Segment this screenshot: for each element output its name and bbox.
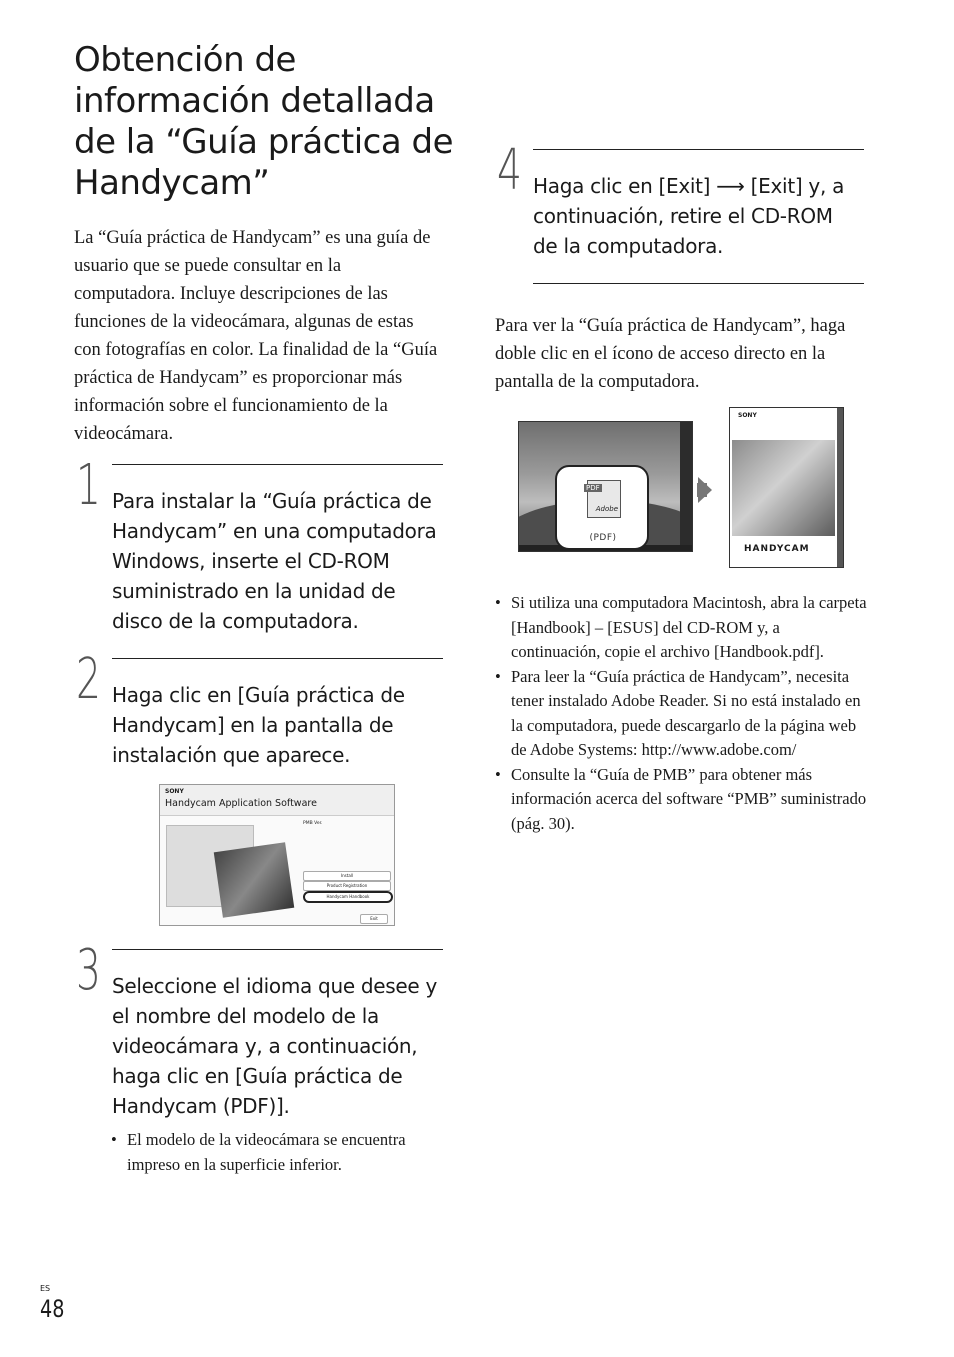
install-button[interactable]: Install xyxy=(303,871,391,881)
installer-screenshot xyxy=(159,784,395,926)
step-4-text-before: Haga clic en [Exit] xyxy=(533,174,717,198)
desktop-sidebar xyxy=(680,422,692,545)
note-item-pmb: • Consulte la “Guía de PMB” para obtener más información acerca del software “PMB” suministrado (pág. 30). xyxy=(495,763,867,837)
note-item-macintosh: • Si utiliza una computadora Macintosh, abra la carpeta [Handbook] – [ESUS] del CD-ROM y, a continuación, copie el archivo [Handbook.pdf]. xyxy=(495,591,867,665)
step-4-text xyxy=(533,171,853,261)
step-3-note: • El modelo de la videocámara se encuentra impreso en la superficie inferior. xyxy=(111,1128,443,1177)
step-1-rule xyxy=(112,464,443,465)
step-2-text: Haga clic en [Guía práctica de Handycam] en la pantalla de instalación que aparece. xyxy=(112,683,405,767)
step-2-number: 2 xyxy=(76,647,101,712)
guide-handycam-logo: HANDYCAM xyxy=(744,544,810,554)
step-3-notes xyxy=(111,1128,443,1177)
installer-photo xyxy=(214,842,294,917)
pdf-shortcut-icon[interactable] xyxy=(587,480,621,518)
intro-paragraph: La “Guía práctica de Handycam” es una guía de usuario que se puede consultar en la computadora. Incluye descripciones de las funciones de la videocámara, algunas de estas con fotografías en color. La finalidad de la “Guía práctica de Handycam” es proporcionar más información sobre el funcionamiento de la videocámara. xyxy=(74,228,438,444)
guide-sony-logo: SONY xyxy=(738,412,757,419)
page-number: 48 xyxy=(40,1295,65,1323)
step-3-rule xyxy=(112,949,443,950)
shortcut-caption: (PDF) xyxy=(589,533,617,543)
guide-side-strip xyxy=(837,408,843,567)
page-title: Obtención de información detallada de la “Guía práctica de Handycam” xyxy=(74,40,453,203)
installer-title: Handycam Application Software xyxy=(165,798,317,809)
exit-button[interactable]: Exit xyxy=(360,914,388,924)
adobe-label: Adobe xyxy=(595,505,618,513)
step-3-text: Seleccione el idioma que desee y el nombre del modelo de la videocámara y, a continuación, haga clic en [Guía práctica de Handycam (PDF)]. xyxy=(112,974,437,1118)
step-4-bottom-rule xyxy=(533,283,864,284)
step-4-number: 4 xyxy=(497,138,522,203)
guide-cover-photo xyxy=(732,440,835,536)
shortcut-callout xyxy=(555,465,649,550)
step-2-rule xyxy=(112,658,443,659)
step-4-rule xyxy=(533,149,864,150)
guide-cover xyxy=(729,407,844,568)
step-1-text: Para instalar la “Guía práctica de Handycam” en una computadora Windows, inserte el CD-ROM suministrado en la unidad de disco de la computadora. xyxy=(112,489,437,633)
right-arrow-icon xyxy=(698,477,712,503)
right-arrow-icon: ⟶ xyxy=(716,174,745,198)
step-3-number: 3 xyxy=(76,938,101,1003)
notes-list xyxy=(495,591,867,836)
product-registration-button[interactable]: Product Registration xyxy=(303,881,391,891)
step-1-number: 1 xyxy=(76,453,101,518)
sony-logo: SONY xyxy=(165,788,184,795)
pdf-tag: PDF xyxy=(586,484,600,492)
step-4-text-after: [Exit] y, a continuación, retire el CD-ROM de la computadora. xyxy=(533,174,845,258)
page-language: ES xyxy=(40,1284,51,1293)
view-paragraph: Para ver la “Guía práctica de Handycam”, haga doble clic en el ícono de acceso directo en la pantalla de la computadora. xyxy=(495,316,846,392)
note-item-adobe-reader: • Para leer la “Guía práctica de Handycam”, necesita tener instalado Adobe Reader. Si no está instalado en la computadora, puede descargarlo de la página web de Adobe Systems: http://www.adobe.com/ xyxy=(495,665,867,763)
installer-header xyxy=(160,785,394,816)
handycam-handbook-button[interactable]: Handycam Handbook xyxy=(303,891,393,903)
installer-version: PMB Ver. xyxy=(303,821,323,826)
